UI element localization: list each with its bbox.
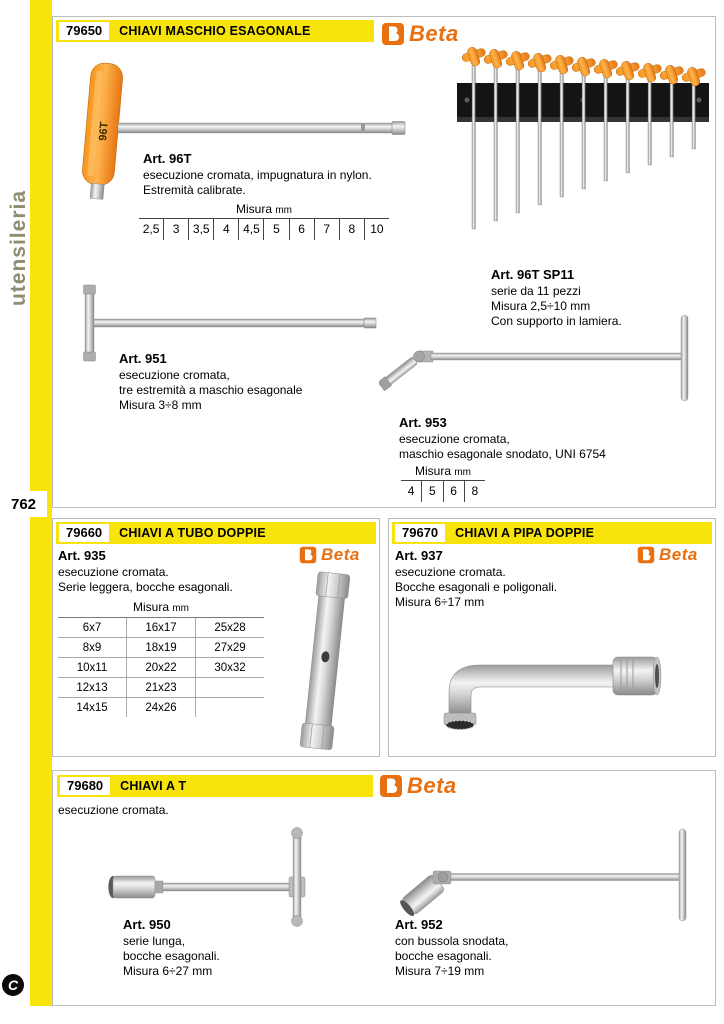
- section-code: 79670: [395, 524, 445, 542]
- measure-word: Misura: [414, 464, 451, 478]
- section-79670: [388, 518, 716, 757]
- beta-brand-name: Beta: [409, 21, 459, 46]
- art953-desc-2: maschio esagonale snodato, UNI 6754: [399, 447, 606, 461]
- table-row: [58, 698, 264, 717]
- section-79680: [52, 770, 716, 1006]
- art935-name: Art. 935: [58, 548, 106, 563]
- t-socket-wrench-picture: [103, 823, 348, 931]
- art937-desc-1: esecuzione cromata.: [395, 565, 506, 579]
- size-cell: 8: [471, 484, 479, 498]
- art96tsp11-name: Art. 96T SP11: [491, 267, 575, 282]
- art937-desc-2: Bocche esagonali e poligonali.: [395, 580, 558, 594]
- table-cell: 24x26: [127, 698, 196, 717]
- page-number: 762: [0, 491, 47, 517]
- size-table-label: [139, 202, 389, 218]
- table-cell: 6x7: [58, 618, 127, 637]
- table-cell: [196, 678, 264, 697]
- art951-desc-1: esecuzione cromata,: [119, 368, 230, 382]
- size-cell: 3: [164, 219, 189, 240]
- section-intro: esecuzione cromata.: [58, 803, 169, 817]
- size-row: [401, 480, 485, 502]
- art950-desc-3: Misura 6÷27 mm: [123, 964, 213, 978]
- section-title: CHIAVI MASCHIO ESAGONALE: [119, 24, 311, 38]
- swivel-t-key-picture: [379, 305, 715, 417]
- size-cell: 8: [340, 219, 365, 240]
- section-header: [56, 522, 376, 544]
- table-row: [58, 638, 264, 658]
- beta-brand-name: Beta: [407, 773, 457, 798]
- art950-desc-2: bocche esagonali.: [123, 949, 220, 963]
- beta-logo: [381, 21, 459, 47]
- beta-brand-icon: [379, 774, 403, 798]
- table-cell: 25x28: [214, 621, 246, 634]
- art951-desc-3: Misura 3÷8 mm: [119, 398, 202, 412]
- art952-desc-3: Misura 7÷19 mm: [395, 964, 485, 978]
- side-category-label: utensileria: [7, 189, 30, 307]
- table-cell: [196, 698, 264, 717]
- table-row: [58, 658, 264, 678]
- size-table-label: [401, 464, 485, 480]
- beta-brand-icon: [381, 22, 405, 46]
- section-header: [56, 20, 374, 42]
- size-cell: 3,5: [189, 219, 214, 240]
- art951-image: [61, 283, 391, 370]
- art950-name: Art. 950: [123, 917, 171, 932]
- section-79660: [52, 518, 380, 757]
- size-row: [139, 218, 389, 240]
- art937-name: Art. 937: [395, 548, 443, 563]
- table-cell: 8x9: [58, 638, 127, 657]
- art953-image: [379, 305, 715, 422]
- section-code: 79660: [59, 524, 109, 542]
- table-cell: 20x22: [127, 658, 196, 677]
- beta-brand-name: Beta: [659, 545, 698, 564]
- hex-key-set-picture: [455, 41, 711, 267]
- art953-desc-1: esecuzione cromata,: [399, 432, 510, 446]
- section-code: 79650: [59, 22, 109, 40]
- table-cell: 18x19: [127, 638, 196, 657]
- handle-marking: 96T: [97, 121, 111, 142]
- table-row: [58, 618, 264, 638]
- table-cell: 30x32: [214, 661, 246, 674]
- table-row: [58, 678, 264, 698]
- t-key-picture: [61, 283, 391, 365]
- section-title: CHIAVI A T: [120, 779, 187, 793]
- size-cell: 10: [370, 222, 384, 236]
- table-cell: 16x17: [127, 618, 196, 637]
- art952-name: Art. 952: [395, 917, 443, 932]
- section-title: CHIAVI A PIPA DOPPIE: [455, 526, 595, 540]
- tube-wrench-picture: [296, 569, 358, 754]
- measure-word: Misura: [132, 600, 169, 614]
- art937-desc-3: Misura 6÷17 mm: [395, 595, 485, 609]
- art96tsp11-desc-3: Con supporto in lamiera.: [491, 314, 622, 328]
- section-header: [57, 775, 373, 797]
- art935-size-table: [58, 599, 264, 717]
- beta-brand-name: Beta: [321, 545, 360, 564]
- beta-logo: [299, 545, 360, 565]
- art96tsp11-desc-1: serie da 11 pezzi: [491, 284, 581, 298]
- measure-unit: mm: [275, 205, 293, 216]
- table-cell: 10x11: [58, 658, 127, 677]
- art952-desc-2: bocche esagonali.: [395, 949, 492, 963]
- beta-logo: [637, 545, 698, 565]
- section-title: CHIAVI A TUBO DOPPIE: [119, 526, 266, 540]
- art96t-desc-2: Estremità calibrate.: [143, 183, 246, 197]
- art951-desc-2: tre estremità a maschio esagonale: [119, 383, 303, 397]
- table-cell: 21x23: [127, 678, 196, 697]
- size-cell: 5: [264, 219, 289, 240]
- size-table-label: [58, 599, 264, 618]
- table-cell: 14x15: [58, 698, 127, 717]
- section-79650: [52, 16, 716, 508]
- size-cell: 4,5: [239, 219, 264, 240]
- measure-word: Misura: [235, 202, 272, 216]
- table-cell: 12x13: [58, 678, 127, 697]
- swivel-socket-t-wrench-picture: [387, 815, 717, 933]
- size-cell: 4: [401, 481, 422, 502]
- measure-unit: mm: [172, 603, 190, 614]
- size-cell: 6: [290, 219, 315, 240]
- beta-logo: [379, 773, 457, 799]
- art951-name: Art. 951: [119, 351, 167, 366]
- size-cell: 2,5: [139, 219, 164, 240]
- publisher-logo: C: [2, 974, 24, 996]
- art935-desc-2: Serie leggera, bocche esagonali.: [58, 580, 233, 594]
- art96t-name: Art. 96T: [143, 151, 192, 166]
- beta-brand-icon: [299, 546, 317, 564]
- art96tsp11-image: [455, 41, 711, 272]
- section-header: [392, 522, 712, 544]
- beta-brand-icon: [637, 546, 655, 564]
- section-code: 79680: [60, 777, 110, 795]
- art96t-desc-1: esecuzione cromata, impugnatura in nylon.: [143, 168, 372, 182]
- measure-unit: mm: [454, 467, 472, 478]
- pipe-wrench-picture: [417, 631, 669, 749]
- size-cell: 4: [214, 219, 239, 240]
- art935-image: [296, 569, 358, 759]
- art935-desc-1: esecuzione cromata.: [58, 565, 169, 579]
- size-cell: 6: [444, 481, 465, 502]
- art953-name: Art. 953: [399, 415, 447, 430]
- art950-desc-1: serie lunga,: [123, 934, 186, 948]
- art96tsp11-desc-2: Misura 2,5÷10 mm: [491, 299, 591, 313]
- art952-desc-1: con bussola snodata,: [395, 934, 509, 948]
- art937-image: [417, 631, 669, 754]
- size-cell: 7: [315, 219, 340, 240]
- art953-size-table: [401, 464, 485, 502]
- size-cell: 5: [422, 481, 443, 502]
- table-cell: 27x29: [214, 641, 246, 654]
- art96t-size-table: [139, 202, 389, 240]
